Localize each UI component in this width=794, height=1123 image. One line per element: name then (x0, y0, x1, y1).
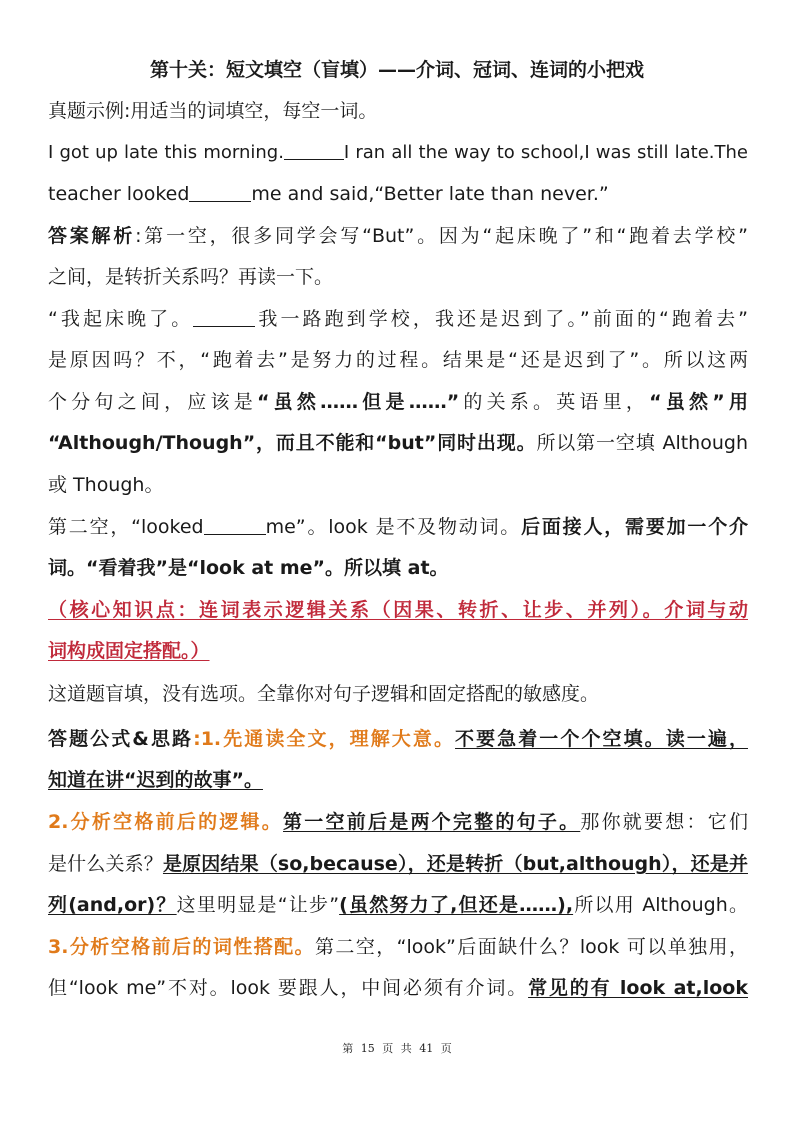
analysis-bold: 词。“看着我”是“look at me”。所以填 at。 (48, 557, 449, 579)
method-line-5 (48, 891, 748, 919)
blind-fill-note: 这道题盲填，没有选项。全靠你对句子逻辑和固定搭配的敏感度。 (48, 683, 600, 705)
example-line-2 (48, 180, 748, 208)
method-line-4 (48, 850, 748, 878)
method-underlined: 常见的有 look at,look (528, 977, 748, 999)
example-intro: 真题示例:用适当的词填空，每空一词。 (48, 100, 378, 122)
example-text: me and said,“Better late than never.” (251, 183, 609, 205)
analysis-text: “我起床晚了。 (48, 308, 194, 330)
method-line-7 (48, 974, 748, 1002)
example-line-1 (48, 139, 748, 167)
method-line-2 (48, 766, 748, 794)
method-text: 是什么关系？ (48, 853, 163, 875)
analysis-line-7: 或 Though。 (48, 474, 164, 496)
analysis-line-5 (48, 388, 748, 416)
method-step-heading: 3.分析空格前后的词性搭配。 (48, 936, 315, 958)
blank-4 (204, 514, 266, 535)
method-line-6 (48, 933, 748, 961)
blank-3 (193, 306, 255, 327)
analysis-text: 的关系。英语里， (459, 391, 650, 413)
method-line-1 (48, 725, 748, 753)
blank-1 (284, 139, 344, 160)
core-knowledge-line-1 (48, 596, 748, 624)
method-step-heading: 2.分析空格前后的逻辑。 (48, 811, 284, 833)
core-knowledge-text: （核心知识点：连词表示逻辑关系（因果、转折、让步、并列）。介词与动 (48, 599, 748, 621)
method-step-heading: :1.先通读全文，理解大意。 (193, 728, 456, 750)
method-text: 这里明显是“让步” (176, 894, 340, 916)
method-text: 第二空，“look”后面缺什么？look 可以单独用， (314, 936, 748, 958)
analysis-line-6 (48, 429, 748, 457)
example-text: I got up late this morning. (48, 142, 284, 163)
method-text: 但“look me”不对。look 要跟人，中间必须有介词。 (48, 977, 529, 999)
analysis-line-2: 之间，是转折关系吗？再读一下。 (48, 266, 334, 288)
analysis-text: :第一空，很多同学会写“But”。因为“起床晚了”和“跑着去学校” (135, 225, 748, 247)
analysis-bold: “虽然……但是……” (256, 391, 460, 413)
page-number-footer: 第 15 页 共 41 页 (342, 1042, 452, 1055)
method-label: 答题公式&思路 (48, 728, 194, 750)
core-knowledge-text: 词构成固定搭配。） (48, 640, 210, 662)
analysis-bold: “虽然”用 (649, 391, 748, 413)
method-line-3 (48, 808, 748, 836)
analysis-text: 所以第一空填 Although (536, 432, 748, 454)
method-underlined: (虽然努力了,但还是……), (339, 894, 574, 916)
method-underlined: 不要急着一个个空填。读一遍， (455, 728, 748, 750)
example-text: I ran all the way to school,I was still late.The (343, 142, 748, 163)
page-title: 第十关：短文填空（盲填）——介词、冠词、连词的小把戏 (149, 59, 644, 81)
analysis-label: 答案解析 (48, 225, 136, 247)
method-underlined: 知道在讲“迟到的故事”。 (48, 769, 263, 791)
core-knowledge-line-2 (48, 637, 748, 665)
analysis-text: me”。look 是不及物动词。 (265, 516, 522, 538)
method-underlined: 第一空前后是两个完整的句子。 (283, 811, 581, 833)
analysis-text: 个分句之间，应该是 (48, 391, 257, 413)
analysis-bold: 后面接人，需要加一个介 (521, 516, 748, 538)
example-text: teacher looked (48, 183, 190, 205)
method-underlined: 是原因结果（so,because），还是转折（but,although），还是并 (162, 853, 748, 875)
blank-2 (189, 181, 251, 202)
analysis-line-9 (48, 554, 748, 582)
method-underlined: 列(and,or)？ (48, 894, 177, 916)
analysis-bold: “Although/Though”，而且不能和“but”同时出现。 (48, 432, 537, 454)
analysis-text: 第二空，“looked (48, 516, 204, 538)
analysis-line-4: 是原因吗？不，“跑着去”是努力的过程。结果是“还是迟到了”。所以这两 (48, 349, 748, 371)
method-text: 所以用 Although。 (573, 894, 748, 916)
method-text: 那你就要想：它们 (580, 811, 748, 833)
analysis-text: 我一路跑到学校，我还是迟到了。”前面的“跑着去” (255, 308, 749, 330)
analysis-line-3 (48, 305, 748, 333)
analysis-line-1 (48, 222, 748, 250)
analysis-line-8 (48, 513, 748, 541)
